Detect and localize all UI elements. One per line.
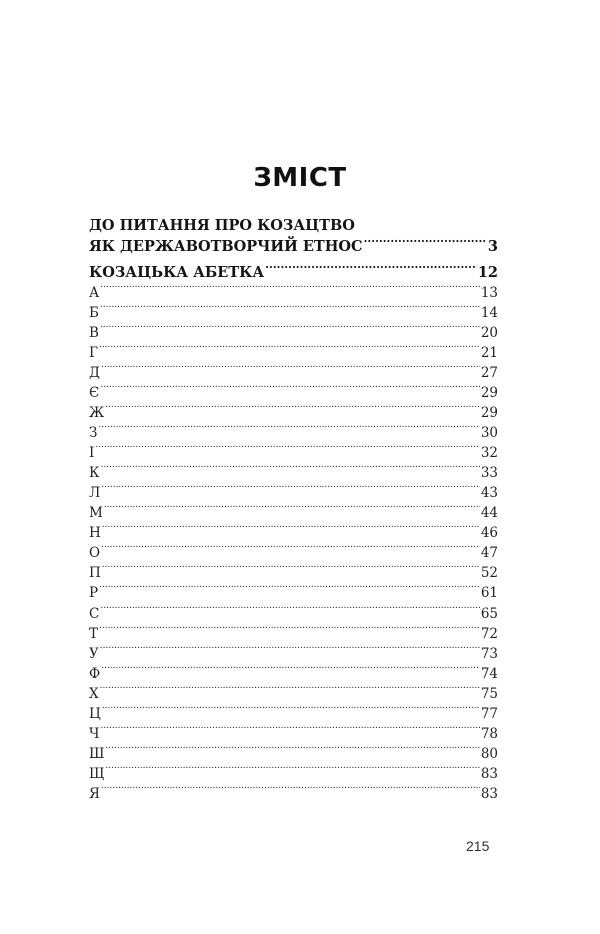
toc-entry-label: В: [89, 325, 99, 342]
toc-entry-label: Я: [89, 785, 100, 802]
toc-entry-page: 46: [480, 525, 498, 542]
toc-entry: [89, 644, 498, 664]
dot-leader: [105, 744, 479, 758]
toc-row: [89, 262, 498, 282]
toc-entry-page: 83: [480, 765, 498, 782]
toc-entry: [89, 463, 498, 483]
toc-entry: [89, 624, 498, 644]
toc-entry: [89, 423, 498, 443]
dot-leader: [102, 564, 480, 578]
toc-entry: [89, 443, 498, 463]
dot-leader: [100, 284, 480, 298]
toc-entry-page: 30: [480, 425, 498, 442]
page-title: ЗМІСТ: [253, 163, 347, 193]
toc-entry-page: 73: [480, 645, 498, 662]
toc-entry: [89, 583, 498, 603]
toc-section-title: КОЗАЦЬКА АБЕТКА: [89, 263, 265, 281]
toc-entry-page: 74: [480, 665, 498, 682]
toc-entry: [89, 343, 498, 363]
toc-entry-page: 44: [480, 505, 498, 522]
toc-page-number: 12: [477, 263, 498, 281]
toc-entry-page: 61: [480, 585, 498, 602]
dot-leader: [100, 304, 480, 318]
toc-entry: [89, 503, 498, 523]
toc-entry: [89, 563, 498, 583]
dot-leader: [100, 644, 480, 658]
page-number: 215: [466, 838, 490, 854]
toc-entry: [89, 323, 498, 343]
toc-entry-page: 29: [480, 385, 498, 402]
toc-entry: [89, 363, 498, 383]
toc-entry: [89, 383, 498, 403]
dot-leader: [100, 384, 479, 398]
dot-leader: [100, 684, 480, 698]
toc-entry-label: С: [89, 605, 100, 622]
toc-entry-page: 43: [480, 485, 498, 502]
toc-entry-page: 13: [480, 285, 498, 301]
toc-entry-page: 29: [480, 405, 498, 422]
toc-entry-page: 80: [480, 745, 498, 762]
dot-leader: [104, 504, 480, 518]
toc-entry-page: 52: [480, 565, 498, 582]
toc-entry-page: 72: [480, 625, 498, 642]
toc-entry-page: 20: [480, 325, 498, 342]
toc-page-number: 3: [487, 237, 498, 255]
dot-leader: [99, 584, 480, 598]
toc-entry-page: 83: [480, 785, 498, 802]
toc-entry-label: К: [89, 465, 100, 482]
toc-entry: [89, 784, 498, 804]
toc-section-title-line1: ДО ПИТАННЯ ПРО КОЗАЦТВО: [89, 217, 355, 234]
dot-leader: [98, 424, 479, 438]
dot-leader: [100, 324, 480, 338]
toc-entry-page: 21: [480, 345, 498, 362]
toc-entry: [89, 543, 498, 563]
toc-entry-label: З: [89, 425, 98, 442]
toc-entry: [89, 724, 498, 744]
toc-entry-label: М: [89, 505, 103, 522]
toc-entry-page: 33: [480, 465, 498, 482]
dot-leader: [100, 464, 479, 478]
toc-entry-label: Т: [89, 625, 99, 642]
toc-entry-label: Д: [89, 365, 100, 382]
toc-row: [89, 236, 498, 256]
dot-leader: [99, 624, 480, 638]
toc-entry-label: А: [89, 285, 100, 301]
toc-section-title-line2: ЯК ДЕРЖАВОТВОРЧИЙ ЕТНОС: [89, 237, 363, 255]
toc-entry-page: 77: [480, 705, 498, 722]
toc-entry-label: Х: [89, 685, 99, 702]
toc-entry-page: 75: [480, 685, 498, 702]
toc-entry-label: Щ: [89, 765, 105, 782]
dot-leader: [102, 524, 480, 538]
dot-leader: [105, 764, 479, 778]
dot-leader: [101, 544, 480, 558]
dot-leader: [101, 664, 480, 678]
toc-entry-page: 14: [480, 305, 498, 322]
toc-entry-label: Ц: [89, 705, 101, 722]
dot-leader: [102, 704, 480, 718]
toc-entry: [89, 764, 498, 784]
dot-leader: [99, 344, 480, 358]
dot-leader: [265, 262, 477, 277]
toc-entry-page: 32: [480, 445, 498, 462]
toc-section-intro: [89, 216, 498, 256]
toc-entry-label: Ф: [89, 665, 101, 682]
toc-entry-page: 65: [480, 605, 498, 622]
toc-entry-page: 47: [480, 545, 498, 562]
dot-leader: [101, 784, 480, 798]
dot-leader: [100, 724, 479, 738]
toc-entry-page: 78: [480, 725, 498, 742]
toc-entry: [89, 684, 498, 704]
toc-entry-label: Б: [89, 305, 99, 322]
toc-entries: [89, 283, 498, 804]
toc-entry: [89, 403, 498, 423]
toc-entry-label: Є: [89, 385, 100, 402]
toc-entry: [89, 283, 498, 303]
toc-entry: [89, 483, 498, 503]
toc-entry: [89, 303, 498, 323]
dot-leader: [100, 604, 479, 618]
toc-entry: [89, 704, 498, 724]
toc-entry: [89, 523, 498, 543]
toc-entry-label: О: [89, 545, 101, 562]
toc-entry-label: Н: [89, 525, 101, 542]
dot-leader: [101, 364, 480, 378]
dot-leader: [105, 404, 480, 418]
toc-entry-label: Ж: [89, 405, 105, 422]
toc-entry-label: Р: [89, 585, 99, 602]
dot-leader: [95, 444, 479, 458]
toc-entry-label: Ш: [89, 745, 105, 762]
dot-leader: [364, 236, 487, 251]
toc-entry-label: П: [89, 565, 101, 582]
toc-entry-page: 27: [480, 365, 498, 382]
toc-entry: [89, 604, 498, 624]
toc-entry: [89, 744, 498, 764]
table-of-contents: [89, 216, 498, 804]
toc-entry-label: Г: [89, 345, 98, 362]
toc-entry-label: У: [89, 645, 99, 662]
toc-entry-label: Л: [89, 485, 101, 502]
toc-entry-label: Ч: [89, 725, 100, 742]
dot-leader: [101, 484, 480, 498]
toc-entry: [89, 664, 498, 684]
toc-section-alphabet: [89, 262, 498, 282]
toc-entry-label: І: [89, 445, 95, 462]
